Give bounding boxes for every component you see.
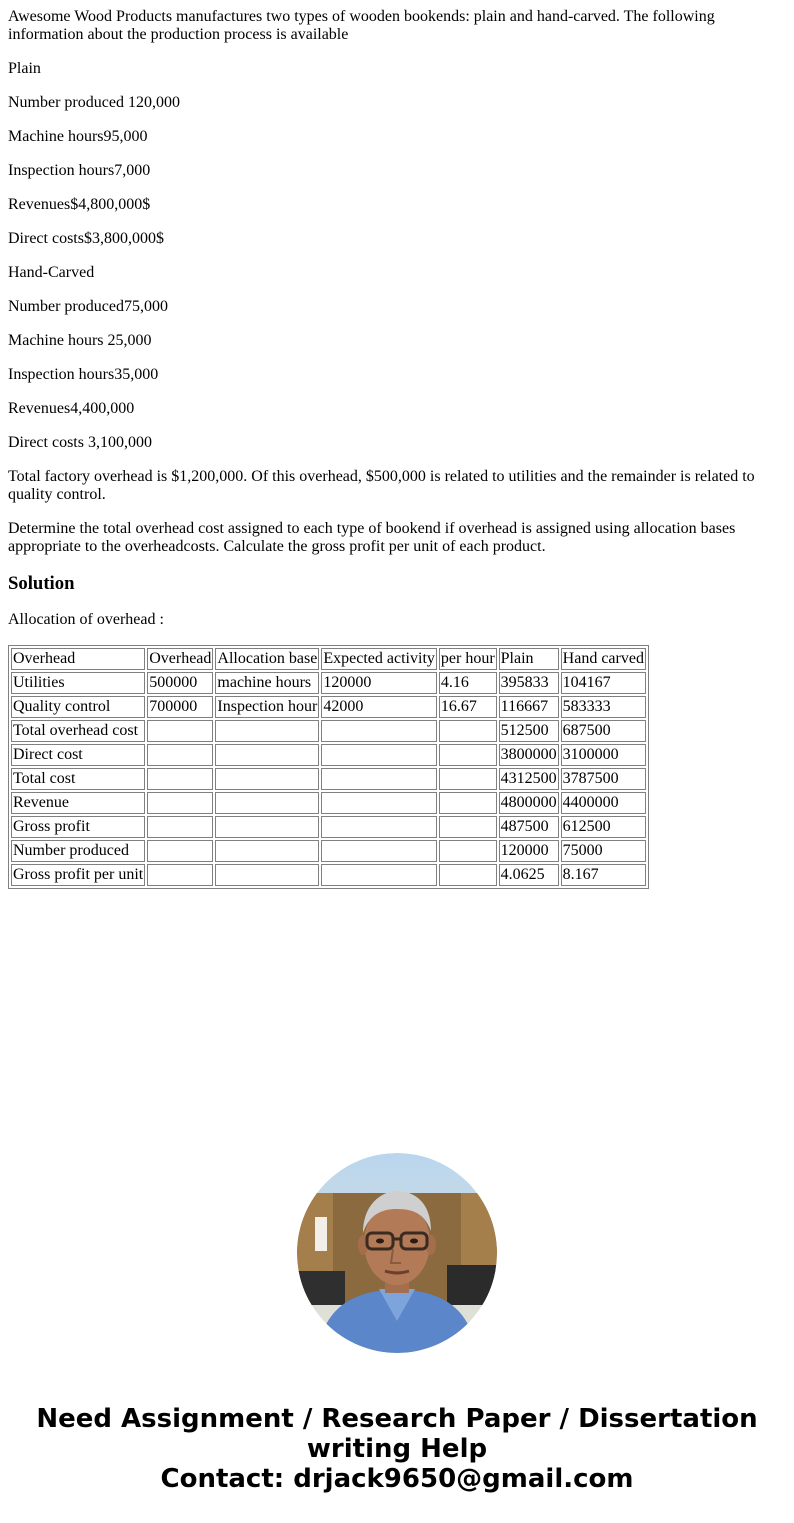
hand-carved-revenues: Revenues4,400,000 (8, 400, 135, 417)
problem-intro: Awesome Wood Products manufactures two types of wooden bookends: plain and hand-carved. The following information about the production process is available (8, 8, 715, 43)
table-cell: Quality control (11, 696, 145, 718)
plain-heading: Plain (8, 60, 41, 77)
table-cell (147, 768, 213, 790)
table-cell: 4400000 (561, 792, 646, 814)
table-cell: 120000 (321, 672, 437, 694)
document-body (8, 0, 778, 889)
table-cell (439, 792, 497, 814)
table-cell: 700000 (147, 696, 213, 718)
table-cell: Gross profit (11, 816, 145, 838)
table-cell: Total cost (11, 768, 145, 790)
promo-banner (0, 1404, 794, 1494)
table-cell: Revenue (11, 792, 145, 814)
allocation-table (8, 645, 649, 889)
table-cell (147, 720, 213, 742)
table-cell: 612500 (561, 816, 646, 838)
header-cell: Overhead (147, 648, 213, 670)
table-cell: Number produced (11, 840, 145, 862)
table-cell (215, 816, 319, 838)
person-photo-icon (297, 1153, 497, 1353)
table-cell (439, 864, 497, 886)
table-cell (215, 720, 319, 742)
hand-carved-heading: Hand-Carved (8, 264, 95, 281)
table-row (11, 816, 646, 838)
solution-subheading: Allocation of overhead : (8, 611, 164, 628)
table-cell: 583333 (561, 696, 646, 718)
table-cell: 8.167 (561, 864, 646, 886)
table-cell (147, 840, 213, 862)
table-cell: 687500 (561, 720, 646, 742)
table-cell: 4.0625 (499, 864, 559, 886)
table-cell (215, 744, 319, 766)
hand-carved-direct-costs: Direct costs 3,100,000 (8, 434, 152, 451)
table-cell (439, 720, 497, 742)
table-cell (215, 840, 319, 862)
header-cell: Hand carved (561, 648, 646, 670)
table-cell: 16.67 (439, 696, 497, 718)
table-cell: 3787500 (561, 768, 646, 790)
table-cell (147, 744, 213, 766)
table-cell (321, 864, 437, 886)
table-cell: Inspection hour (215, 696, 319, 718)
table-cell: 120000 (499, 840, 559, 862)
table-cell: 3800000 (499, 744, 559, 766)
table-cell: 4312500 (499, 768, 559, 790)
table-row (11, 696, 646, 718)
table-cell: Gross profit per unit (11, 864, 145, 886)
table-cell (321, 840, 437, 862)
table-cell: 487500 (499, 816, 559, 838)
table-cell: Total overhead cost (11, 720, 145, 742)
table-row (11, 720, 646, 742)
table-cell (147, 792, 213, 814)
plain-machine-hours: Machine hours95,000 (8, 128, 148, 145)
table-cell (321, 768, 437, 790)
plain-inspection-hours: Inspection hours7,000 (8, 162, 151, 179)
plain-number-produced: Number produced 120,000 (8, 94, 180, 111)
table-cell: 500000 (147, 672, 213, 694)
promo-section (0, 1153, 794, 1353)
table-cell (147, 864, 213, 886)
table-cell: 3100000 (561, 744, 646, 766)
table-cell (439, 840, 497, 862)
header-cell: Allocation base (215, 648, 319, 670)
table-header-row (11, 648, 646, 670)
table-row (11, 672, 646, 694)
table-cell: 4800000 (499, 792, 559, 814)
table-cell (147, 816, 213, 838)
table-cell (215, 792, 319, 814)
table-cell (321, 792, 437, 814)
question-text: Determine the total overhead cost assigned to each type of bookend if overhead is assigned using allocation bases appropriate to the overheadcosts. Calculate the gross profit per unit of each product. (8, 520, 736, 555)
table-row (11, 792, 646, 814)
table-cell: Direct cost (11, 744, 145, 766)
header-cell: Overhead (11, 648, 145, 670)
avatar (297, 1153, 497, 1353)
table-cell: 395833 (499, 672, 559, 694)
table-cell: 42000 (321, 696, 437, 718)
table-cell: 75000 (561, 840, 646, 862)
table-row (11, 840, 646, 862)
table-cell (321, 744, 437, 766)
header-cell: Expected activity (321, 648, 437, 670)
promo-line-2: writing Help (306, 1434, 488, 1464)
table-cell (215, 768, 319, 790)
table-cell: 116667 (499, 696, 559, 718)
table-cell: 4.16 (439, 672, 497, 694)
table-cell (439, 768, 497, 790)
hand-carved-number-produced: Number produced75,000 (8, 298, 168, 315)
hand-carved-inspection-hours: Inspection hours35,000 (8, 366, 159, 383)
table-cell (439, 744, 497, 766)
promo-line-1: Need Assignment / Research Paper / Dissertation (36, 1404, 758, 1434)
solution-heading: Solution (8, 573, 75, 594)
table-cell: Utilities (11, 672, 145, 694)
table-row (11, 768, 646, 790)
table-cell: 512500 (499, 720, 559, 742)
promo-contact: Contact: drjack9650@gmail.com (160, 1464, 634, 1494)
table-cell (439, 816, 497, 838)
table-row (11, 864, 646, 886)
plain-direct-costs: Direct costs$3,800,000$ (8, 230, 164, 247)
table-row (11, 744, 646, 766)
table-cell: 104167 (561, 672, 646, 694)
overhead-statement: Total factory overhead is $1,200,000. Of this overhead, $500,000 is related to utilities and the remainder is related to quality control. (8, 468, 755, 503)
table-cell (321, 816, 437, 838)
header-cell: Plain (499, 648, 559, 670)
hand-carved-machine-hours: Machine hours 25,000 (8, 332, 152, 349)
plain-revenues: Revenues$4,800,000$ (8, 196, 151, 213)
table-cell: machine hours (215, 672, 319, 694)
table-cell (321, 720, 437, 742)
table-cell (215, 864, 319, 886)
header-cell: per hour (439, 648, 497, 670)
